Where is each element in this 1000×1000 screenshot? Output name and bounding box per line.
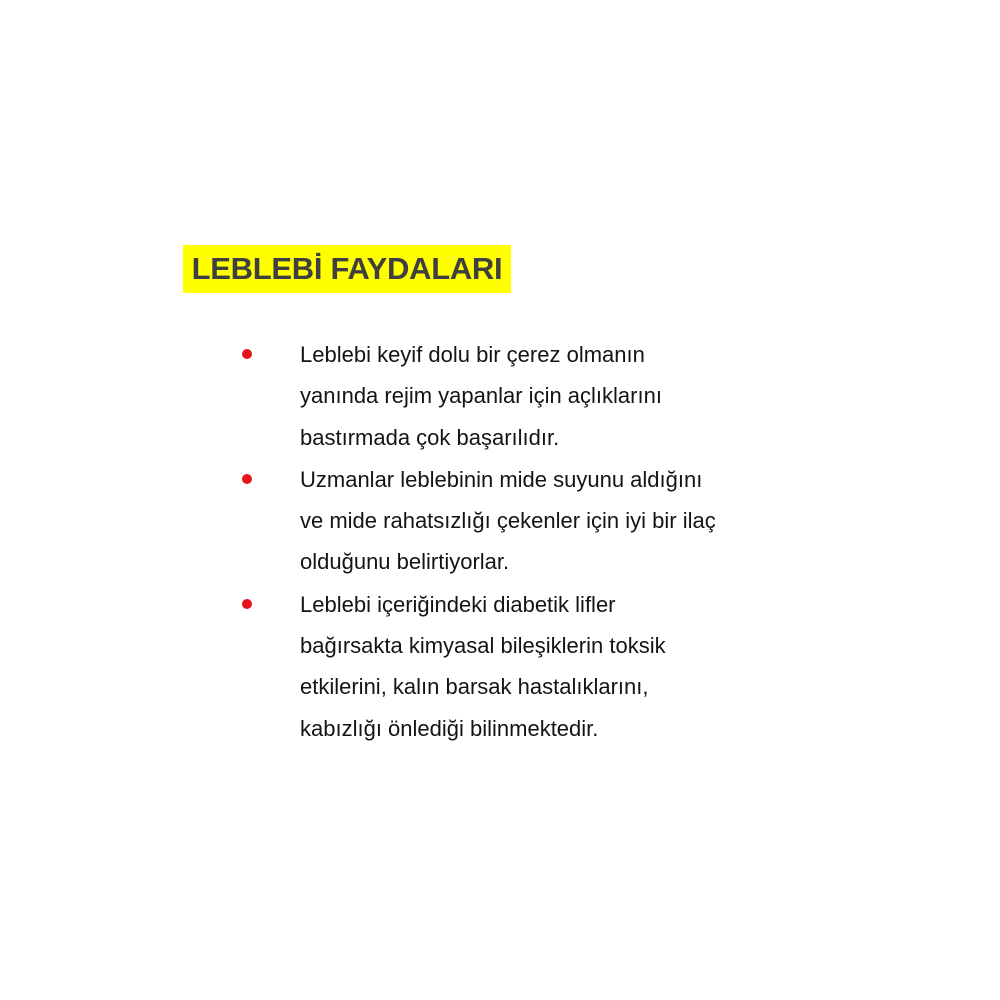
list-item-text: Leblebi içeriğindeki diabetik lifler — [300, 591, 616, 617]
list-item-text: yanında rejim yapanlar için açlıklarını — [300, 383, 662, 409]
list-item — [0, 584, 1000, 749]
benefits-list — [0, 334, 1000, 750]
list-item-text: Leblebi keyif dolu bir çerez olmanın — [300, 342, 645, 367]
list-item-text: ve mide rahatsızlığı çekenler için iyi bir ilaç — [300, 508, 716, 534]
list-item — [0, 334, 1000, 458]
list-item-text: bağırsakta kimyasal bileşiklerin toksik — [300, 633, 666, 659]
page-title: LEBLEBİ FAYDALARI — [183, 245, 511, 293]
list-item-text: olduğunu belirtiyorlar. — [300, 549, 510, 575]
list-item-text: bastırmada çok başarılıdır. — [300, 424, 560, 450]
bullet-icon — [242, 349, 252, 359]
bullet-icon — [242, 474, 252, 484]
bullet-icon — [242, 599, 252, 609]
list-item-text: kabızlığı önlediği bilinmektedir. — [300, 715, 599, 741]
list-item-text: etkilerini, kalın barsak hastalıklarını, — [300, 674, 649, 700]
list-item — [0, 459, 1000, 583]
list-item-text: Uzmanlar leblebinin mide suyunu aldığını — [300, 466, 703, 492]
